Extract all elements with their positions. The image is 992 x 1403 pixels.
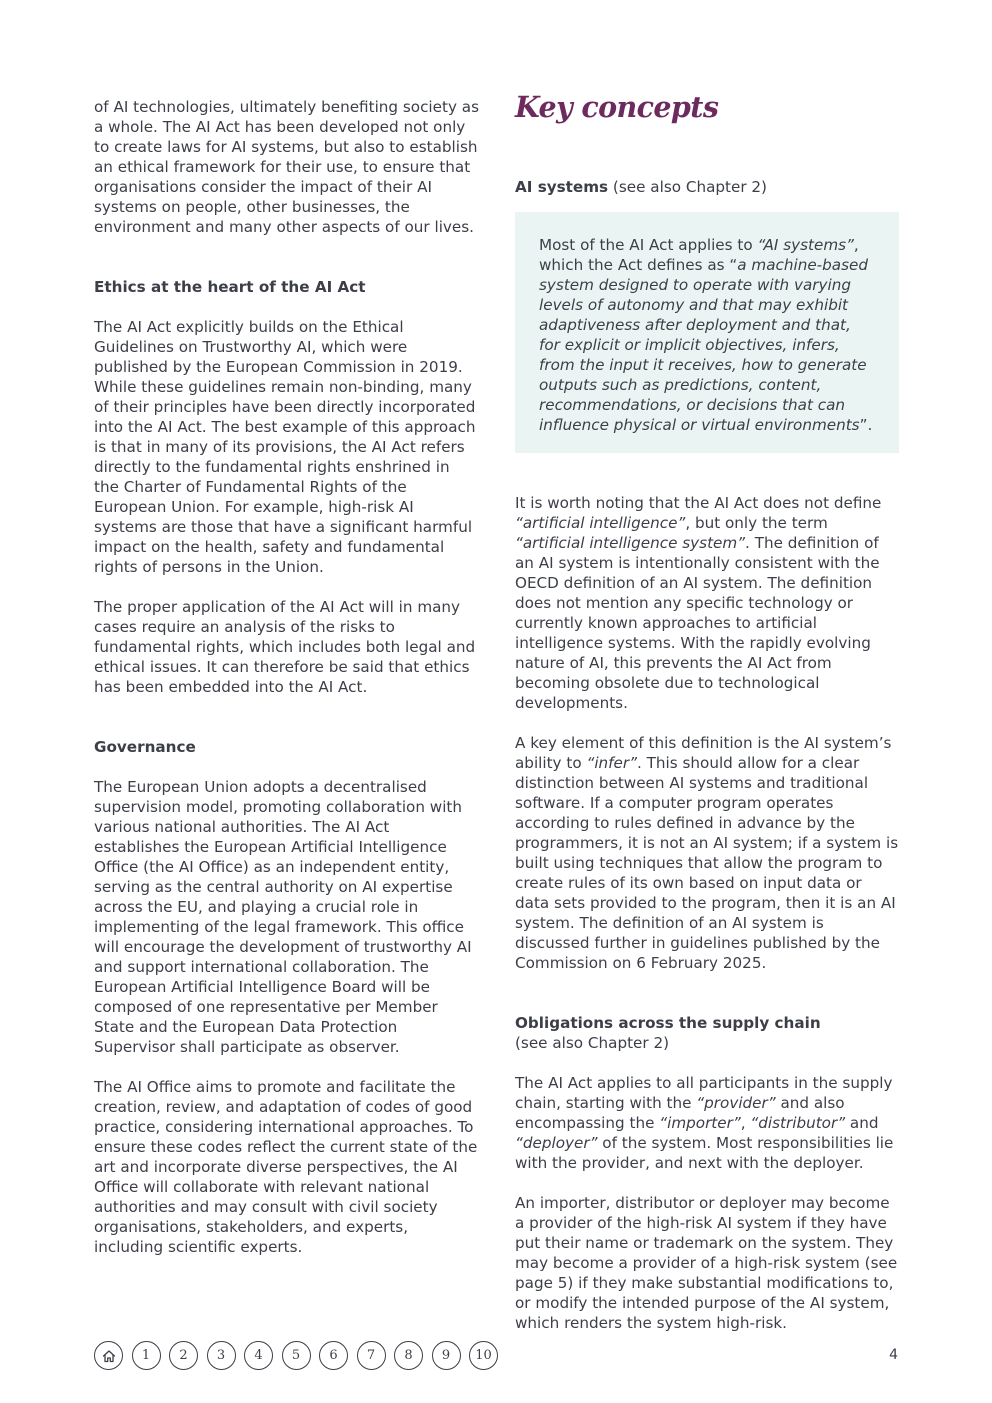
callout-text-c: , which the Act defines as “ <box>539 236 859 274</box>
heading-ai-systems-label: AI systems <box>515 178 609 196</box>
page-title: Key concepts <box>515 90 719 124</box>
paragraph-ethics-1: The AI Act explicitly builds on the Ethical Guidelines on Trustworthy AI, which were published by the European Commission in 2019. While these guidelines remain non-binding, many of their principles have been directly incorporated into the AI Act. The best example of this approach is that in many of its provisions, the AI Act refers directly to the fundamental rights enshrined in the Charter of Fundamental Rights of the European Union. For example, high-risk AI systems are those that have a significant harmful impact on the health, safety and fundamental rights of persons in the Union. <box>94 318 476 576</box>
definition-callout <box>515 212 899 453</box>
text-i: of the system. Most responsibilities lie with the provider, and next with the deployer. <box>515 1134 894 1172</box>
callout-text-e: ”. <box>859 416 873 434</box>
text-c: . This should allow for a clear distinction between AI systems and traditional software. If a computer program operates according to rules defined in advance by the programmers, it is not an AI system; if a system is built using techniques that allow the program to create rules of its own based on input data or data sets provided to the program, then it is an AI system. The definition of an AI system is discussed further in guidelines published by the Commission on 6 February 2025. <box>515 754 899 972</box>
chapter-navigation <box>94 1341 498 1371</box>
heading-obligations-ref: (see also Chapter 2) <box>515 1034 670 1052</box>
paragraph-continued: of AI technologies, ultimately benefiting society as a whole. The AI Act has been developed not only to create laws for AI systems, but also to establish an ethical framework for their use, to ensure that organisations consider the impact of their AI systems on people, other businesses, the environment and many other aspects of our lives. <box>94 98 479 236</box>
text-c: , but only the term <box>685 514 828 532</box>
chapter-3-button[interactable]: 3 <box>207 1341 236 1370</box>
left-column <box>94 97 479 1257</box>
heading-ai-systems-ref: (see also Chapter 2) <box>608 178 767 196</box>
paragraph-infer <box>515 733 899 973</box>
callout-text-a: Most of the AI Act applies to <box>539 236 758 254</box>
paragraph-governance-2: The AI Office aims to promote and facilitate the creation, review, and adaptation of codes of good practice, considering international approaches. To ensure these codes reflect the current state of the art and incorporate diverse perspectives, the AI Office will collaborate with relevant national authorities and may consult with civil society organisations, stakeholders, and experts, including scientific experts. <box>94 1078 478 1256</box>
chapter-4-button[interactable]: 4 <box>244 1341 273 1370</box>
chapter-1-button[interactable]: 1 <box>132 1341 161 1370</box>
text-h: “deployer” <box>515 1134 598 1152</box>
paragraph-provider-change: An importer, distributor or deployer may become a provider of the high-risk AI system if they have put their name or trademark on the system. They may become a provider of a high-risk system (see page 5) if they make substantial modifications to, or modify the intended purpose of the AI system, which renders the system high-risk. <box>515 1194 898 1332</box>
heading-ethics: Ethics at the heart of the AI Act <box>94 278 366 296</box>
callout-text-b: “AI systems” <box>757 236 854 254</box>
chapter-10-button[interactable]: 10 <box>469 1341 498 1370</box>
text-a: The AI Act applies to all participants in the supply chain, starting with the <box>515 1074 893 1112</box>
page-number: 4 <box>889 1347 898 1363</box>
heading-governance: Governance <box>94 738 196 756</box>
heading-obligations: Obligations across the supply chain <box>515 1014 821 1032</box>
chapter-6-button[interactable]: 6 <box>319 1341 348 1370</box>
chapter-5-button[interactable]: 5 <box>282 1341 311 1370</box>
text-b: “artificial intelligence” <box>515 514 686 532</box>
text-g: and <box>845 1114 879 1132</box>
paragraph-supply-chain <box>515 1073 899 1173</box>
text-a: A key element of this definition is the AI system’s ability to <box>515 734 892 772</box>
callout-definition: a machine-based system designed to operate with varying levels of autonomy and that may exhibit adaptiveness after deployment and that, for explicit or implicit objectives, infers, from the input it receives, how to generate outputs such as predictions, content, recommendations, or decisions that can influence physical or virtual environments <box>539 256 868 434</box>
text-d: “importer” <box>659 1114 741 1132</box>
text-b: “provider” <box>696 1094 776 1112</box>
heading-ai-systems <box>515 177 899 197</box>
paragraph-governance-1: The European Union adopts a decentralised supervision model, promoting collaboration with various national authorities. The AI Act establishes the European Artificial Intelligence Office (the AI Office) as an independent entity, serving as the central authority on AI expertise across the EU, and playing a crucial role in implementing of the legal framework. This office will encourage the development of trustworthy AI and support international collaboration. The European Artificial Intelligence Board will be composed of one representative per Member State and the European Data Protection Supervisor shall participate as observer. <box>94 778 472 1056</box>
text-f: “distributor” <box>750 1114 846 1132</box>
text-c: and also encompassing the <box>515 1094 845 1132</box>
text-a: It is worth noting that the AI Act does not define <box>515 494 882 512</box>
paragraph-ai-definition <box>515 493 899 713</box>
chapter-7-button[interactable]: 7 <box>357 1341 386 1370</box>
home-icon <box>101 1348 117 1364</box>
text-d: “artificial intelligence system” <box>515 534 746 552</box>
text-b: “infer” <box>586 754 637 772</box>
home-button[interactable] <box>94 1341 123 1370</box>
chapter-9-button[interactable]: 9 <box>432 1341 461 1370</box>
chapter-2-button[interactable]: 2 <box>169 1341 198 1370</box>
callout-text <box>539 235 875 435</box>
text-e: . The definition of an AI system is intentionally consistent with the OECD definition of an AI system. The definition does not mention any specific technology or currently known approaches to artificial intelligence systems. With the rapidly evolving nature of AI, this prevents the AI Act from becoming obsolete due to technological developments. <box>515 534 880 712</box>
text-e: , <box>740 1114 751 1132</box>
right-column <box>515 90 899 1333</box>
paragraph-ethics-2: The proper application of the AI Act will in many cases require an analysis of the risks to fundamental rights, which includes both legal and ethical issues. It can therefore be said that ethics has been embedded into the AI Act. <box>94 598 476 696</box>
chapter-8-button[interactable]: 8 <box>394 1341 423 1370</box>
